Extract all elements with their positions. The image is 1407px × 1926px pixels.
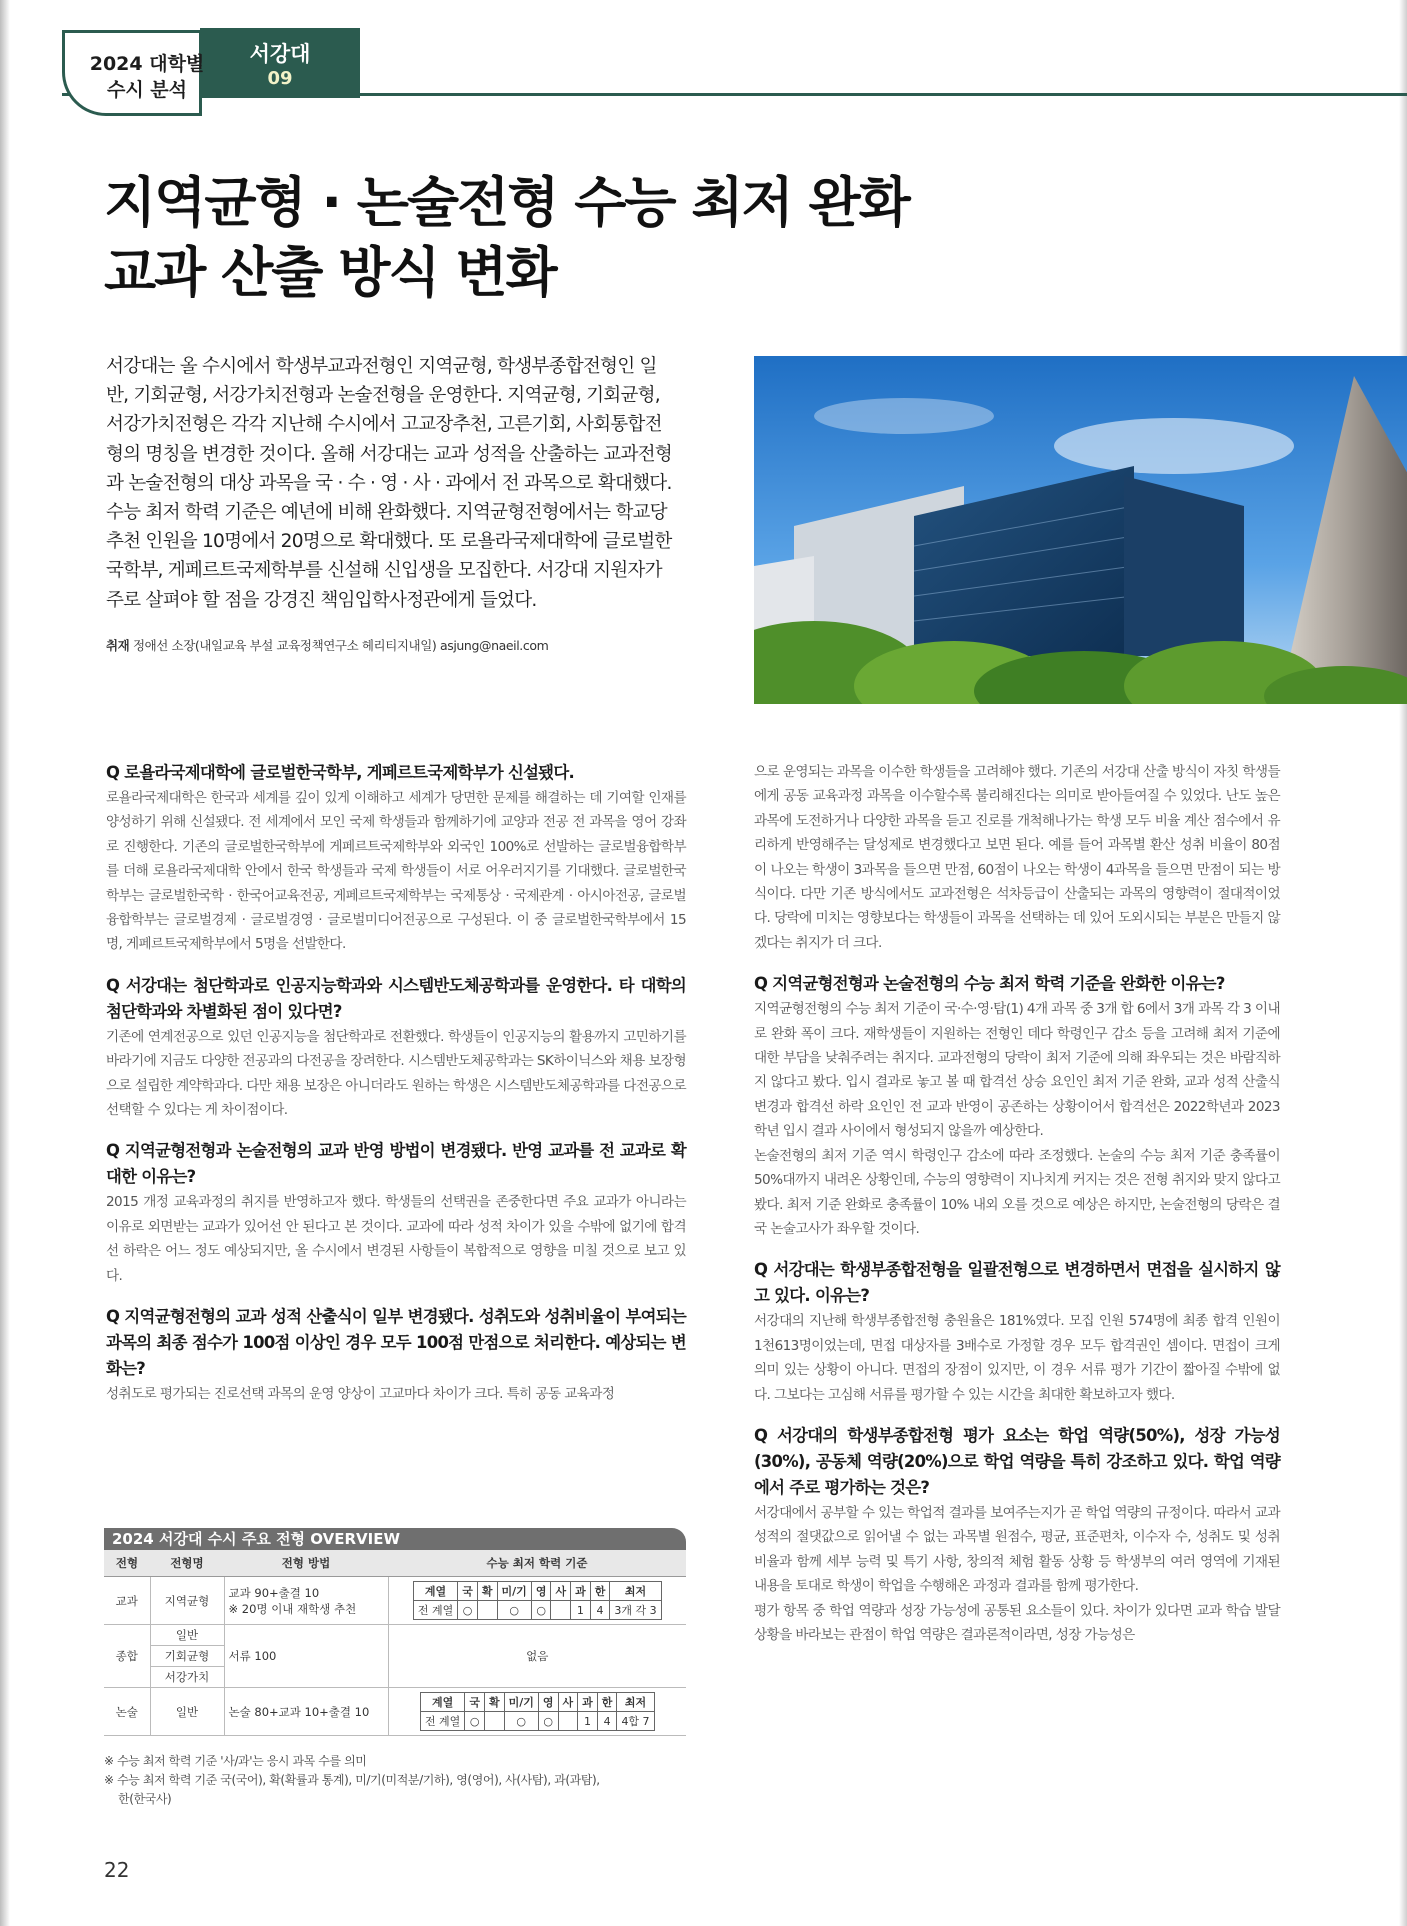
answer-3: 2015 개정 교육과정의 취지를 반영하고자 했다. 학생들의 선택권을 존중한다면 주요 교과가 아니라는 이유로 외면받는 교과가 있어선 안 된다고 본 것이다. 교과에 따라 성적 차이가 있을 수밖에 없기에 합격선 하락은 어느 정도 예상되지만, 올 수시에서 변경된 사항들이 복합적으로 영향을 미칠 것으로 보고 있다. [106, 1194, 686, 1284]
cell: 기회균형 [150, 1646, 224, 1667]
table-title: 2024 서강대 수시 주요 전형 OVERVIEW [104, 1528, 686, 1550]
note-line: 한(한국사) [118, 1792, 172, 1806]
sub-header: 미/기 [497, 1582, 531, 1601]
answer-5: 지역균형전형의 수능 최저 기준이 국·수·영·탐(1) 4개 과목 중 3개 합 6에서 3개 과목 각 3 이내로 완화 폭이 크다. 재학생들이 지원하는 전형인 데다 학령인구 감소 등을 고려해 최저 기준에 대한 부담을 낮춰주려는 취지다. 교과전형의 당락이 최저 기준에 의해 좌우되는 것은 바람직하지 않다고 봤다. 입시 결과로 놓고 볼 때 합격선 상승 요인인 최저 기준 완화, 교과 성적 산출식 변경과 합격선 하락 요인인 전 교과 반영이 공존하는 상황이어서 합격선은 2022학년과 2023학년 입시 결과 사이에서 형성되지 않을까 예상한다. [754, 1001, 1280, 1140]
sub-cell: 3개 각 3 [610, 1601, 661, 1620]
page-number: 22 [104, 1858, 130, 1882]
article-number: 09 [267, 68, 293, 89]
cell: 일반 [150, 1688, 224, 1736]
col-header: 전형 방법 [224, 1550, 388, 1577]
answer-1: 로욜라국제대학은 한국과 세계를 깊이 있게 이해하고 세계가 당면한 문제를 해결하는 데 기여할 인재를 양성하기 위해 신설됐다. 전 세계에서 모인 국제 학생들과 함께하기에 교양과 전공 전 과목을 영어 강좌로 진행한다. 기존의 글로벌한국학부에 게페르트국제학부와 외국인 100%로 선발하는 글로벌융합학부를 더해 로욜라국제대학 안에서 한국 학생들과 국제 학생들이 서로 어우러지기를 기대했다. 글로벌한국학부는 글로벌한국학 · 한국어교육전공, 게페르트국제학부는 국제통상 · 국제관계 · 아시아전공, 글로벌융합학부는 글로벌경제 · 글로벌경영 · 글로벌미디어전공으로 구성된다. 이 중 글로벌한국학부에서 15명, 게페르트국제학부에서 5명을 선발한다. [106, 790, 686, 953]
page-edge-shadow-right [1399, 0, 1407, 1926]
campus-photo [754, 356, 1407, 704]
sub-header: 최저 [610, 1582, 661, 1601]
sub-header: 사 [551, 1582, 571, 1601]
question-6: Q 서강대는 학생부종합전형을 일괄전형으로 변경하면서 면접을 실시하지 않고 있다. 이유는? [754, 1260, 1280, 1306]
sub-cell: 1 [571, 1601, 591, 1620]
title-line-2: 교과 산출 방식 변화 [104, 241, 556, 304]
answer-5-part-2: 논술전형의 최저 기준 역시 학령인구 감소에 따라 조정했다. 논술의 수능 최저 기준 충족률이 50%대까지 내려온 상황인데, 수능의 영향력이 지나치게 커지는 것은 전형 취지와 맞지 않다고 봤다. 최저 기준 완화로 충족률이 10% 내외 오를 것으로 예상은 하지만, 논술전형의 당락은 결국 논술고사가 좌우할 것이다. [754, 1147, 1280, 1237]
question-1: Q 로욜라국제대학에 글로벌한국학부, 게페르트국제학부가 신설됐다. [106, 763, 575, 782]
method-line: ※ 20명 이내 재학생 추천 [228, 1601, 357, 1616]
question-2: Q 서강대는 첨단학과로 인공지능학과와 시스템반도체공학과를 운영한다. 타 대학의 첨단학과와 차별화된 점이 있다면? [106, 975, 686, 1021]
overview-grid [104, 1550, 686, 1736]
col-header: 전형명 [150, 1550, 224, 1577]
right-column [754, 760, 1280, 1647]
method-line: 교과 90+출결 10 [228, 1585, 320, 1600]
cell [388, 1577, 686, 1625]
table-row [104, 1688, 686, 1736]
question-5: Q 지역균형전형과 논술전형의 수능 최저 학력 기준을 완화한 이유는? [754, 974, 1225, 994]
answer-2: 기존에 연계전공으로 있던 인공지능을 첨단학과로 전환했다. 학생들이 인공지능의 활용까지 고민하기를 바라기에 지금도 다양한 전공과의 다전공을 장려한다. 시스템반도체공학과는 SK하이닉스와 채용 보장형으로 설립한 계약학과다. 다만 채용 보장은 아니더라도 원하는 학생은 시스템반도체공학과를 다전공으로 선택할 수 있다는 게 차이점이다. [106, 1028, 686, 1119]
sub-header: 미/기 [504, 1693, 538, 1712]
university-tab [200, 28, 360, 98]
series-tab [62, 30, 205, 116]
article-title [104, 168, 1004, 308]
cell: 일반 [150, 1625, 224, 1646]
sub-header: 국 [458, 1582, 478, 1601]
note-line: ※ 수능 최저 학력 기준 국(국어), 확(확률과 통계), 미/기(미적분/기하), 영(영어), 사(사탐), 과(과탐), [104, 1773, 600, 1787]
cell [224, 1577, 388, 1625]
sub-cell: ○ [458, 1601, 478, 1620]
sub-cell: 4 [590, 1601, 610, 1620]
sub-header: 계열 [413, 1582, 457, 1601]
table-row [104, 1577, 686, 1625]
answer-4-continued: 으로 운영되는 과목을 이수한 학생들을 고려해야 했다. 기존의 서강대 산출 방식이 자칫 학생들에게 공동 교육과정 과목을 이수할수록 불리해진다는 의미로 받아들여질 수 있었다. 난도 높은 과목에 도전하거나 다양한 과목을 듣고 진로를 개척해나가는 학생 모두 비율 계산 점수에서 유리하게 반영해주는 달성제로 변경했다고 보면 된다. 예를 들어 과목별 환산 성취 비율이 80점이 나오는 학생이 3과목을 들으면 만점, 60점이 나오는 학생이 4과목을 들으면 만점이 되는 방식이다. 다만 기존 방식에서도 교과전형은 석차등급이 산출되는 과목의 영향력이 절대적이었다. 당락에 미치는 영향보다는 학생들이 과목을 선택하는 데 있어 도외시되는 부분은 만들지 않겠다는 취지가 더 크다. [754, 764, 1280, 951]
sub-cell [551, 1601, 571, 1620]
sub-cell: ○ [497, 1601, 531, 1620]
cell: 논술 [104, 1688, 150, 1736]
question-3: Q 지역균형전형과 논술전형의 교과 반영 방법이 변경됐다. 반영 교과를 전 교과로 확대한 이유는? [106, 1141, 686, 1187]
sub-header: 영 [531, 1582, 551, 1601]
left-column [106, 760, 686, 1407]
question-4: Q 지역균형전형의 교과 성적 산출식이 일부 변경됐다. 성취도와 성취비율이 부여되는 과목의 최종 점수가 100점 이상인 경우 모두 100점 만점으로 처리한다. 예상되는 변화는? [106, 1307, 686, 1379]
sub-cell: ○ [504, 1712, 538, 1731]
university-name: 서강대 [249, 42, 311, 66]
byline-label: 취재 [106, 638, 130, 653]
cell: 종합 [104, 1625, 150, 1688]
sub-header: 국 [465, 1693, 485, 1712]
cell [388, 1688, 686, 1736]
sub-cell: 전 계열 [420, 1712, 464, 1731]
answer-6: 서강대의 지난해 학생부종합전형 충원율은 181%였다. 모집 인원 574명에 최종 합격 인원이 1천613명이었는데, 면접 대상자를 3배수로 가정할 경우 모두 합격권인 셈이다. 면접이 크게 의미 있는 상황이 아니다. 면접의 장점이 있지만, 이 경우 서류 평가 기간이 짧아질 수밖에 없다. 그보다는 고심해 서류를 평가할 수 있는 시간을 최대한 확보하고자 했다. [754, 1313, 1280, 1403]
sub-header: 한 [597, 1693, 617, 1712]
answer-7: 서강대에서 공부할 수 있는 학업적 결과를 보여주는지가 곧 학업 역량의 규정이다. 따라서 교과 성적의 절댓값으로 읽어낼 수 없는 과목별 원점수, 평균, 표준편차, 이수자 수, 성취도 및 성취 비율과 함께 세부 능력 및 특기 사항, 창의적 체험 활동 상황 등 학생부의 여러 영역에 기재된 내용을 토대로 학생이 학업을 수행해온 과정과 결과를 함께 평가한다. [754, 1504, 1280, 1595]
byline-text: 정애선 소장(내일교육 부설 교육정책연구소 헤리티지내일) asjung@naeil.com [132, 638, 549, 653]
sub-cell: ○ [531, 1601, 551, 1620]
cell: 논술 80+교과 10+출결 10 [224, 1688, 388, 1736]
sub-header: 사 [558, 1693, 578, 1712]
cell: 없음 [388, 1625, 686, 1688]
page-edge-shadow [0, 0, 10, 1926]
sub-cell: 1 [578, 1712, 598, 1731]
sub-cell: ○ [465, 1712, 485, 1731]
table-notes [104, 1752, 694, 1809]
answer-7-part-2: 평가 항목 중 학업 역량과 성장 가능성에 공통된 요소들이 있다. 차이가 있다면 교과 학습 발달 상황을 바라보는 관점이 학업 역량은 결과론적이라면, 성장 가능성은 [754, 1602, 1280, 1643]
overview-table [104, 1528, 686, 1736]
sub-header: 과 [578, 1693, 598, 1712]
sub-header: 최저 [617, 1693, 654, 1712]
table-row [104, 1625, 686, 1646]
sub-header: 과 [571, 1582, 591, 1601]
series-line-1: 2024 대학별 [89, 53, 205, 75]
sub-cell: 4 [597, 1712, 617, 1731]
cell: 교과 [104, 1577, 150, 1625]
title-line-1: 지역균형 · 논술전형 수능 최저 완화 [104, 171, 909, 234]
sub-cell [558, 1712, 578, 1731]
sub-cell: 4합 7 [617, 1712, 654, 1731]
answer-4: 성취도로 평가되는 진로선택 과목의 운영 양상이 고교마다 차이가 크다. 특히 공동 교육과정 [106, 1386, 615, 1403]
cell: 서강가치 [150, 1667, 224, 1688]
sub-cell [484, 1712, 504, 1731]
sub-cell: ○ [538, 1712, 558, 1731]
sub-cell: 전 계열 [413, 1601, 457, 1620]
sub-header: 계열 [420, 1693, 464, 1712]
sub-header: 확 [477, 1582, 497, 1601]
question-7: Q 서강대의 학생부종합전형 평가 요소는 학업 역량(50%), 성장 가능성(30%), 공동체 역량(20%)으로 학업 역량을 특히 강조하고 있다. 학업 역량에서 주로 평가하는 것은? [754, 1425, 1280, 1497]
col-header: 수능 최저 학력 기준 [388, 1550, 686, 1577]
minimum-subtable [420, 1692, 655, 1731]
sub-header: 확 [484, 1693, 504, 1712]
minimum-subtable [413, 1581, 662, 1620]
cell: 지역균형 [150, 1577, 224, 1625]
sub-header: 한 [590, 1582, 610, 1601]
sub-cell [477, 1601, 497, 1620]
cell: 서류 100 [224, 1625, 388, 1688]
lead-paragraph: 서강대는 올 수시에서 학생부교과전형인 지역균형, 학생부종합전형인 일반, 기회균형, 서강가치전형과 논술전형을 운영한다. 지역균형, 기회균형, 서강가치전형은 각각 지난해 수시에서 고교장추천, 고른기회, 사회통합전형의 명칭을 변경한 것이다. 올해 서강대는 교과 성적을 산출하는 교과전형과 논술전형의 대상 과목을 국 · 수 · 영 · 사 · 과에서 전 과목으로 확대했다. 수능 최저 학력 기준은 예년에 비해 완화했다. 지역균형전형에서는 학교당 추천 인원을 10명에서 20명으로 확대했다. 또 로욜라국제대학에 글로벌한국학부, 게페르트국제학부를 신설해 신입생을 모집한다. 서강대 지원자가 주로 살펴야 할 점을 강경진 책임입학사정관에게 들었다. [106, 356, 672, 611]
note-line: ※ 수능 최저 학력 기준 '사/과'는 응시 과목 수를 의미 [104, 1754, 367, 1768]
col-header: 전형 [104, 1550, 150, 1577]
sub-header: 영 [538, 1693, 558, 1712]
series-line-2: 수시 분석 [106, 79, 188, 101]
byline [106, 636, 706, 654]
